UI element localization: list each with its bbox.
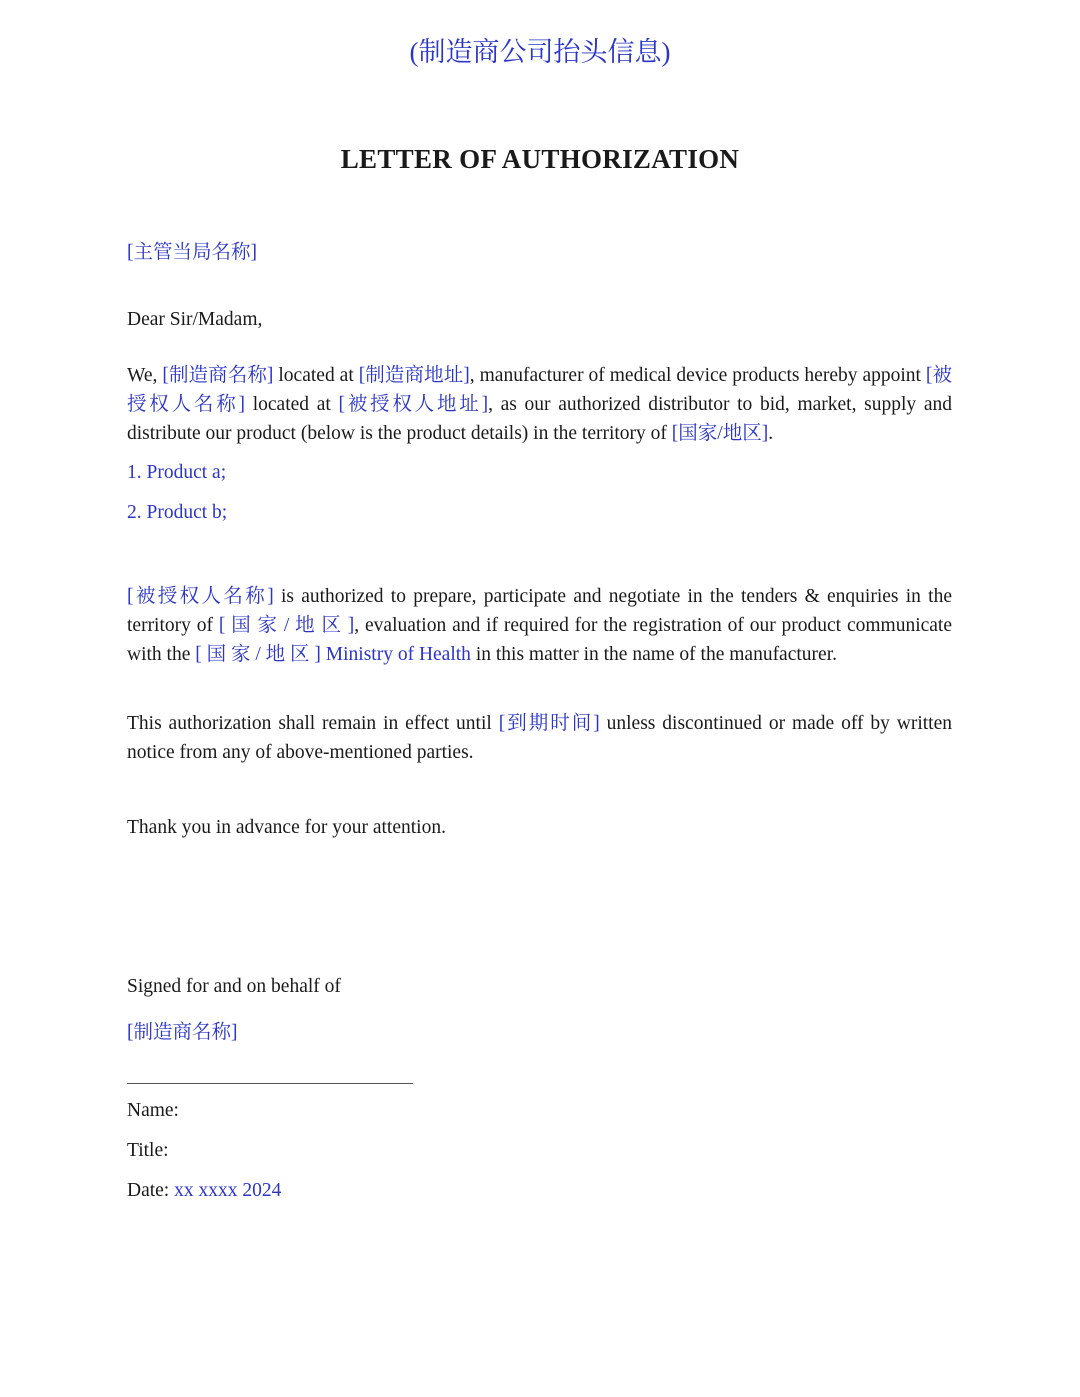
title-label: Title: <box>127 1140 169 1161</box>
text-segment: , evaluation and if required for the registration of our product communicate with the <box>127 615 952 665</box>
name-label: Name: <box>127 1100 179 1121</box>
product-list-item: 1. Product a; <box>127 462 227 483</box>
manufacturer-name-placeholder: [制造商名称] <box>162 365 274 386</box>
appointment-paragraph <box>127 361 952 448</box>
salutation: Dear Sir/Madam, <box>127 309 263 330</box>
text-segment: is authorized to prepare, participate and negotiate in the tenders & enquiries in the territory of <box>127 586 952 636</box>
text-segment: This authorization shall remain in effect until <box>127 713 499 734</box>
signer-company-placeholder: [制造商名称] <box>127 1022 238 1043</box>
text-segment: , as our authorized distributor to bid, market, supply and distribute our product (below is the product details) in the territory of <box>127 394 952 444</box>
text-segment: We, <box>127 365 163 386</box>
authorization-scope-paragraph <box>127 582 952 669</box>
validity-paragraph <box>127 709 952 767</box>
text-segment: unless discontinued or made off by written notice from any of above-mentioned parties. <box>127 713 952 763</box>
territory-placeholder: [国家/地区] <box>671 423 769 444</box>
authorized-name-placeholder: [被授权人名称] <box>127 586 274 607</box>
territory-placeholder: [ 国 家 / 地 区 ] <box>195 644 321 665</box>
manufacturer-address-placeholder: [制造商地址] <box>358 365 470 386</box>
letterhead: (制造商公司抬头信息) <box>409 37 671 67</box>
authority-name: [主管当局名称] <box>127 242 257 263</box>
ministry-of-health: Ministry of Health <box>320 644 471 665</box>
text-segment: . <box>768 423 774 444</box>
date-field <box>127 1180 952 1202</box>
text-segment: in this matter in the name of the manufacturer. <box>470 644 837 665</box>
territory-placeholder: [ 国 家 / 地 区 ] <box>218 615 355 636</box>
date-value: xx xxxx 2024 <box>174 1180 282 1201</box>
text-segment: located at <box>245 394 339 415</box>
signature-line <box>127 1083 413 1084</box>
date-label: Date: <box>127 1180 175 1201</box>
authorized-name-placeholder: [被授权人名称] <box>127 365 952 415</box>
text-segment: located at <box>273 365 359 386</box>
text-segment: , manufacturer of medical device products hereby appoint <box>469 365 926 386</box>
authorized-address-placeholder: [被授权人地址] <box>338 394 489 415</box>
product-list-item: 2. Product b; <box>127 502 228 523</box>
page-title: LETTER OF AUTHORIZATION <box>340 144 740 174</box>
expiry-date-placeholder: [到期时间] <box>498 713 600 734</box>
signed-on-behalf: Signed for and on behalf of <box>127 976 341 997</box>
closing-line: Thank you in advance for your attention. <box>127 817 446 838</box>
